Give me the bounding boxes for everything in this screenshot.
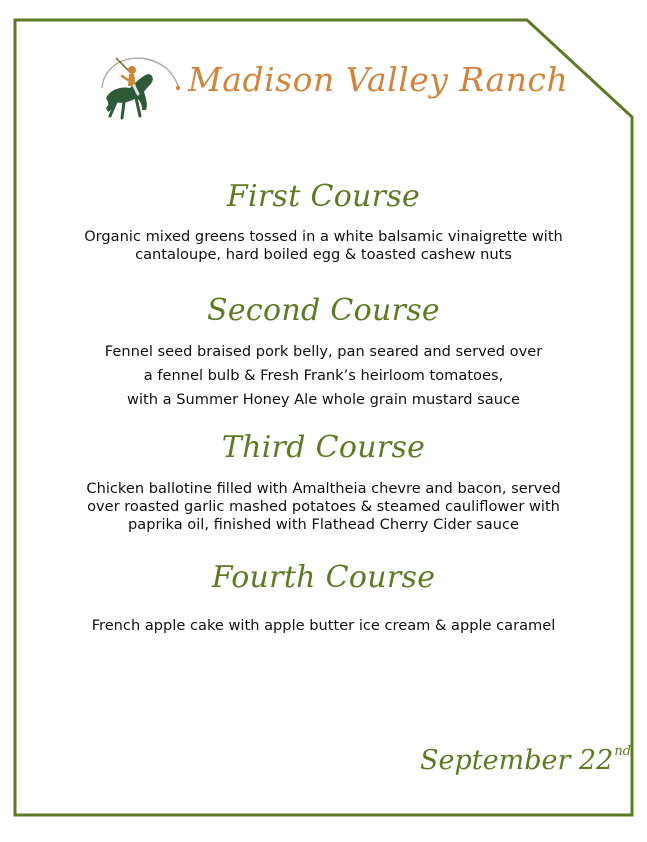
course-description-line: French apple cake with apple butter ice cream & apple caramel <box>91 617 556 634</box>
course-description <box>20 480 627 534</box>
event-date-suffix: nd <box>614 744 632 759</box>
horse-rider-logo-icon <box>96 46 180 122</box>
course-description-line: Organic mixed greens tossed in a white balsamic vinaigrette with <box>84 228 563 245</box>
course-title: First Course <box>226 179 421 214</box>
course-second <box>20 293 627 412</box>
event-date-text: September 22 <box>420 745 614 776</box>
course-title: Second Course <box>207 293 440 328</box>
course-first <box>20 179 627 264</box>
course-description <box>20 340 627 412</box>
menu-header <box>96 46 569 122</box>
course-third <box>20 430 627 534</box>
course-description-line: cantaloupe, hard boiled egg & toasted cashew nuts <box>135 246 512 263</box>
course-title: Third Course <box>221 430 426 465</box>
course-description-line: paprika oil, finished with Flathead Cherry Cider sauce <box>128 516 519 533</box>
course-description-line: Fennel seed braised pork belly, pan seared and served over <box>104 343 543 360</box>
course-description <box>20 617 627 634</box>
course-description-line: Chicken ballotine filled with Amaltheia chevre and bacon, served <box>86 480 561 497</box>
event-date <box>420 744 631 776</box>
course-description-line: a fennel bulb & Fresh Frank’s heirloom tomatoes, <box>143 367 504 384</box>
course-title: Fourth Course <box>211 560 436 595</box>
course-description <box>20 228 627 264</box>
course-description-line: with a Summer Honey Ale whole grain mustard sauce <box>127 391 520 408</box>
brand-name: Madison Valley Ranch <box>188 60 569 99</box>
course-description-line: over roasted garlic mashed potatoes & steamed cauliflower with <box>87 498 560 515</box>
course-fourth <box>20 560 627 634</box>
